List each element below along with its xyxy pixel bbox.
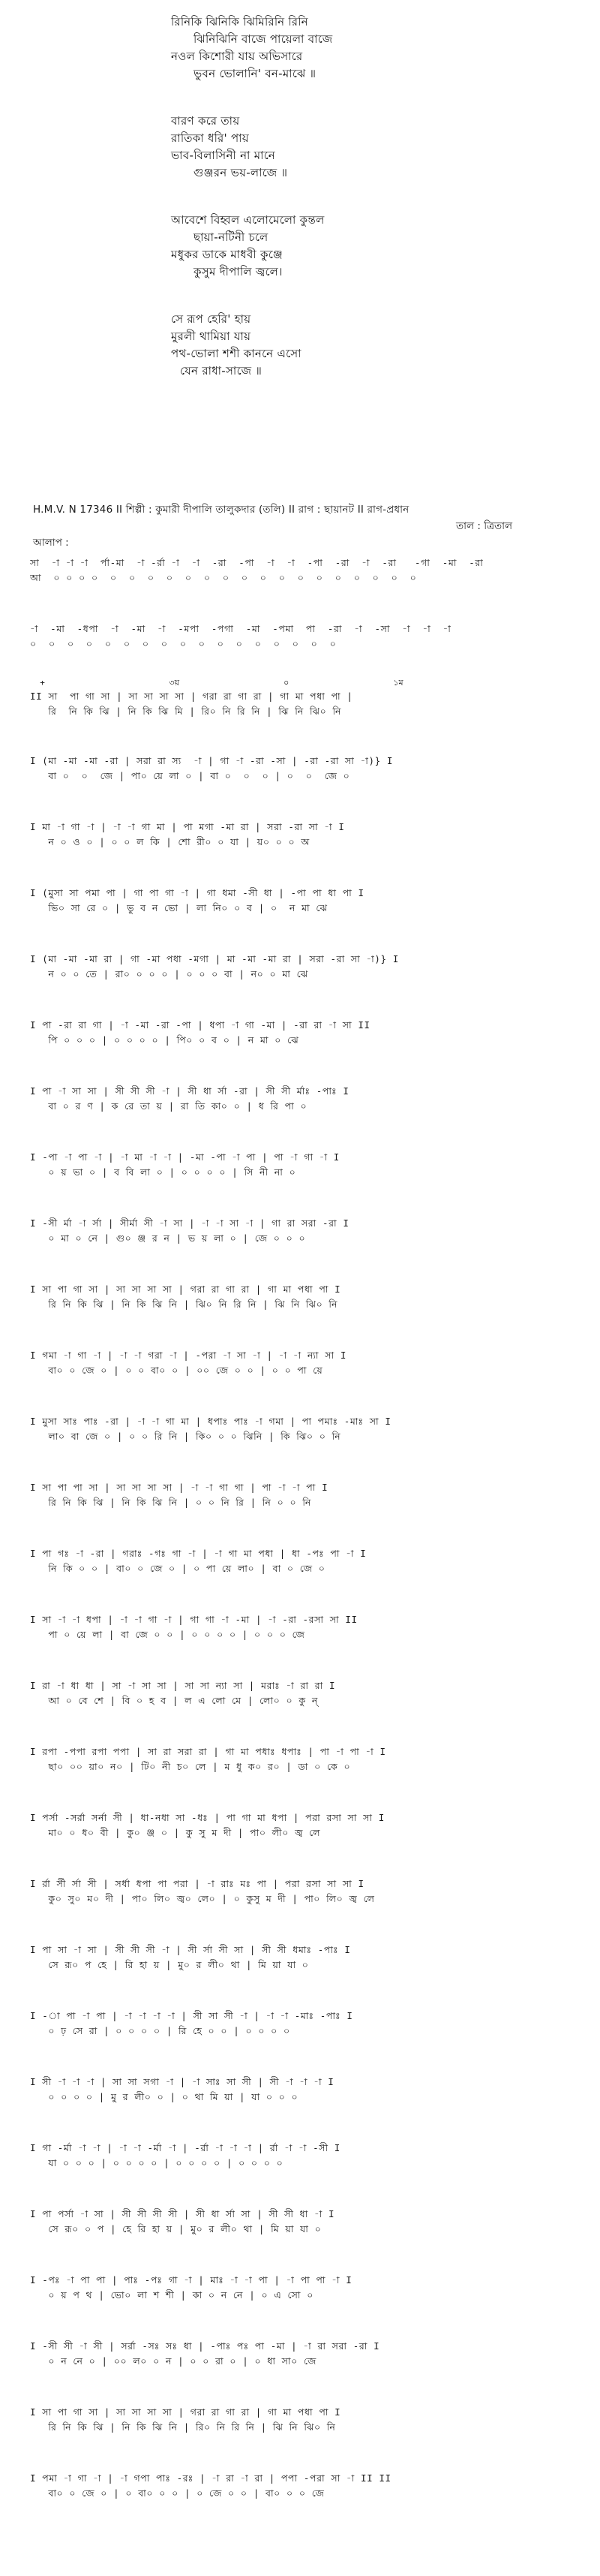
notation-row: [30, 2075, 585, 2105]
swara-line: I পা -া সা সা | সী সী সী -া | সী ধা র্সা -রা | সী সী র্মাঃ -পাঃ I: [30, 1085, 350, 1097]
notation-row: [30, 1480, 585, 1510]
lyrics-stanza-1: [171, 14, 531, 83]
swara-line: I (মা -মা -মা রা | গা -মা পধা -মগা | মা -মা -মা রা | সরা -রা সা -া)} I: [30, 953, 399, 964]
raga-type: রাগ-প্রধান: [367, 504, 410, 516]
aalap-label: আলাপ :: [33, 537, 69, 549]
bol-line: সে রূ০ প হে | রি হা য় | মু০ র লী০ থা | মি য়া যা ০: [30, 1959, 309, 1970]
lyric-line: যেন রাধা-সাজে ॥: [180, 364, 262, 378]
bol-line: বা ০ ০ জে | পা০ য়ে লা ০ | বা ০ ০ ০ | ০ ০ জে ০: [30, 770, 350, 781]
notation-row: [30, 952, 585, 982]
bol-line: সে রূ০ ০ প | হে রি হা য় | মু০ র লী০ থা | মি য়া যা ০: [30, 2223, 322, 2234]
lyric-line: কুসুম দীপালি জ্বলে।: [194, 265, 283, 278]
bol-line: আ ০ ০ ০ ০ ০ ০ ০ ০ ০ ০ ০ ০ ০ ০ ০ ০ ০ ০ ০ ০ ০: [30, 572, 417, 583]
lyrics-stanza-4: [171, 311, 531, 380]
record-info: H.M.V. N 17346 II শিল্পী : কুমারী দীপালি তালুকদার (তলি) II রাগ : ছায়ানট II রাগ-প্রধান: [33, 504, 410, 516]
bol-line: আ ০ বে শে | বি ০ হ ব | ল এ লো মে | লো০ ০ কু ন্: [30, 1695, 318, 1706]
bol-line: কু০ সু০ ম০ দী | পা০ লি০ জ্ব০ লে০ | ০ কুসু ম দী | পা০ লি০ জ্ব লে: [30, 1893, 375, 1904]
lyrics-stanza-3: [171, 212, 531, 281]
lyric-line: ঝিনিঝিনি বাজে পায়েলা বাজে: [194, 32, 333, 46]
bol-line: রি নি কি ঝি | নি কি ঝি নি | ০ ০ নি রি | নি ০ ০ নি: [30, 1497, 311, 1508]
record-number: H.M.V. N 17346: [33, 504, 113, 516]
notation-row: [30, 1943, 585, 1973]
swara-line: I সা পা গা সা | সা সা সা সা | গরা রা গা রা | গা মা পধা পা I: [30, 2406, 341, 2418]
swara-line: I -া পা -া পা | -া -া -া -া | সী সা সী -া | -া -া -মাঃ -পাঃ I: [30, 2010, 353, 2021]
artist-credit: শিল্পী : কুমারী দীপালি তালুকদার (তলি): [125, 504, 286, 516]
swara-line: I মা -া গা -া | -া -া গা মা | পা মগা -মা রা | সরা -রা সা -া I: [30, 821, 345, 832]
swara-line: I পর্সা -সর্রা সর্না সী | ধা-নধা সা -ধঃ | পা গা মা ধপা | পরা রসা সা সা I: [30, 1812, 385, 1823]
lyric-line: রাতিকা ধরি' পায়: [171, 131, 249, 145]
notation-row: [30, 1876, 585, 1906]
notation-row: [30, 2273, 585, 2303]
notation-row: [30, 555, 585, 585]
bol-line: বা০ ০ জে ০ | ০ বা০ ০ ০ | ০ জে ০ ০ | বা০ ০ ০ জে: [30, 2487, 325, 2499]
notation-row: [30, 2405, 585, 2435]
swara-line: I সা পা গা সা | সা সা সা সা | গরা রা গা রা | গা মা পধা পা I: [30, 1283, 341, 1295]
lyric-line: রিনিকি ঝিনিকি ঝিমিরিনি রিনি: [171, 15, 308, 29]
notation-row: [30, 677, 585, 719]
notation-row: [30, 1018, 585, 1048]
bol-line: ০ য় ভা ০ | ব বি লা ০ | ০ ০ ০ ০ | সি নী না ০: [30, 1166, 296, 1178]
lyric-line: ভুবন ভোলানি' বন-মাঝে ॥: [194, 67, 316, 80]
notation-row: [30, 2471, 585, 2501]
notation-row: [30, 2207, 585, 2237]
notation-row: [30, 2009, 585, 2039]
swara-line: I পা সা -া সা | সী সী সী -া | সী র্সা সী সা | সী সী ধমাঃ -পাঃ I: [30, 1944, 351, 1955]
swara-line: I গা -র্মা -া -া | -া -া -র্মা -া | -র্রা -া -া -া | র্রা -া -া -সী I: [30, 2142, 340, 2153]
notation-row: [30, 1810, 585, 1840]
lyric-line: নওল কিশোরী যায় অভিসারে: [171, 50, 303, 63]
notation-row: [30, 2339, 585, 2369]
swara-line: II সা পা গা সা | সা সা সা সা | গরা রা গা রা | গা মা পধা পা |: [30, 691, 353, 702]
lyric-line: বারণ করে তায়: [171, 114, 240, 128]
notation-row: [30, 1084, 585, 1114]
swara-line: I পমা -া গা -া | -া গপা পাঃ -রঃ | -া রা -া রা | পপা -পরা সা -া II II: [30, 2472, 392, 2484]
bol-line: ভি০ সা রে ০ | ভু ব ন ভো | লা নি০ ০ ব | ০ ন মা ঝে: [30, 902, 328, 913]
notation-row: [30, 1744, 585, 1774]
lyric-line: ভাব-বিলাসিনী না মানে: [171, 149, 275, 162]
bol-line: যা ০ ০ ০ | ০ ০ ০ ০ | ০ ০ ০ ০ | ০ ০ ০ ০: [30, 2157, 284, 2168]
swara-line: I সী -া -া -া | সা সা সগা -া | -া সাঃ সা সী | সী -া -া -া I: [30, 2076, 334, 2087]
taal-label: তাল : ত্রিতাল: [456, 520, 513, 532]
lyric-line: মধুকর ডাকে মাধবী কুঞ্জে: [171, 248, 283, 261]
notation-row: [30, 886, 585, 916]
lyric-line: আবেশে বিহ্বল এলোমেলো কুন্তল: [171, 213, 325, 227]
bol-line: লা০ বা জে ০ | ০ ০ রি নি | কি০ ০ ০ ঝিনি | কি ঝি০ ০ নি: [30, 1431, 341, 1442]
notation-row: [30, 1612, 585, 1642]
swara-line: I পা গঃ -া -রা | গরাঃ -গঃ গা -া | -া গা মা পধা | ধা -পঃ পা -া I: [30, 1548, 367, 1559]
swara-line: I র্রা র্সী র্সা সী | সর্ধা ধপা পা পরা | -া রাঃ মঃ পা | পরা রসা সা সা I: [30, 1878, 364, 1889]
swara-line: I মুসা সাঃ পাঃ -রা | -া -া গা মা | ধপাঃ পাঃ -া গমা | পা পমাঃ -মাঃ সা I: [30, 1416, 392, 1427]
swara-line: I -সী র্মা -া র্সা | সীর্মা সী -া সা | -া -া সা -া | গা রা সরা -রা I: [30, 1217, 350, 1229]
lyric-line: পথ-ভোলা শশী কাননে এসো: [171, 347, 302, 360]
bol-line: পা ০ য়ে লা | বা জে ০ ০ | ০ ০ ০ ০ | ০ ০ ০ জে: [30, 1629, 305, 1640]
bol-line: বা ০ র ণ | ক রে তা য় | রা তি কা০ ০ | ধ রি পা ০: [30, 1100, 308, 1112]
notation-row: [30, 1348, 585, 1378]
swara-line: I সা -া -া ধপা | -া -া গা -া | গা গা -া -মা | -া -রা -রসা সা II: [30, 1614, 358, 1625]
bol-line: নি কি ০ ০ | বা০ ০ জে ০ | ০ পা য়ে লা০ | বা ০ জে ০: [30, 1563, 326, 1574]
bol-line: রি নি কি ঝি | নি কি ঝি নি | রি০ নি রি নি | ঝি নি ঝি০ নি: [30, 2421, 336, 2433]
bol-line: বা০ ০ জে ০ | ০ ০ বা০ ০ | ০০ জে ০ ০ | ০ ০ পা য়ে: [30, 1365, 323, 1376]
raga-name: রাগ : ছায়ানট: [298, 504, 355, 516]
lyrics-stanza-2: [171, 113, 531, 182]
notation-row: [30, 1150, 585, 1180]
notation-row: [30, 2141, 585, 2171]
bol-line: ন ০ ০ তে | রা০ ০ ০ ০ | ০ ০ ০ বা | ন০ ০ মা ঝে: [30, 968, 308, 980]
bol-line: পি ০ ০ ০ | ০ ০ ০ ০ | পি০ ০ ব ০ | ন মা ০ ঝে: [30, 1034, 299, 1046]
swara-line: I -সী সী -া সী | সর্রা -সঃ সঃ ধা | -পাঃ পঃ পা -মা | -া রা সরা -রা I: [30, 2340, 380, 2352]
bol-line: রি নি কি ঝি | নি কি ঝি নি | ঝি০ নি রি নি | ঝি নি ঝি০ নি: [30, 1299, 338, 1310]
swara-line: I (মা -মা -মা -রা | সরা রা স্য -া | গা -া -রা -সা | -রা -রা সা -া)} I: [30, 755, 394, 766]
bol-line: মা০ ০ ধ০ বী | কু০ ঞ্জ ০ | কু সু ম দী | পা০ লী০ জ্ব লে: [30, 1827, 321, 1838]
swara-line: -া -মা -ধপা -া -মা -া -মপা -পগা -মা -পমা পা -রা -া -সা -া -া -া: [30, 623, 452, 634]
lyric-line: সে রূপ হেরি' হায়: [171, 312, 251, 326]
lyric-line: গুঞ্জরন ভয়-লাজে ॥: [194, 166, 288, 179]
bol-line: ০ য় প থ | ভো০ লা শ শী | কা ০ ন নে | ০ এ সো ০: [30, 2289, 314, 2301]
bol-line: রি নি কি ঝি | নি কি ঝি মি | রি০ নি রি নি | ঝি নি ঝি০ নি: [30, 706, 342, 717]
beat-markers: + ৩য় ০ ১ম: [30, 678, 404, 688]
lyric-line: ছায়া-নটিনী চলে: [194, 230, 268, 244]
notation-row: [30, 1414, 585, 1444]
bol-line: ০ মা ০ নে | গু০ ঞ্জ র ন | ভ য় লা ০ | জে ০ ০ ০: [30, 1232, 306, 1244]
notation-row: [30, 820, 585, 850]
lyrics-block: [171, 14, 531, 410]
swara-line: I রপা -পপা রপা পপা | সা রা সরা রা | গা মা পধাঃ ধপাঃ | পা -া পা -া I: [30, 1746, 386, 1757]
swara-line: সা -া -া -া র্পা-মা -া -র্রা -া -া -রা -পা -া -া -পা -রা -া -রা -গা -মা -রা: [30, 557, 484, 568]
swara-line: I সা পা পা সা | সা সা সা সা | -া -া গা গা | পা -া -া পা I: [30, 1482, 328, 1493]
swara-line: I রা -া ধা ধা | সা -া সা সা | সা সা ন্যা সা | মরাঃ -া রা রা I: [30, 1680, 336, 1691]
swara-line: I (মুসা সা পমা পা | গা পা গা -া | গা ধমা -সী ধা | -পা পা ধা পা I: [30, 887, 364, 898]
bol-line: ছা০ ০০ য়া০ ন০ | টি০ নী চ০ লে | ম ধু ক০ র০ | ডা ০ কে ০: [30, 1761, 351, 1772]
swara-line: I পা -রা রা গা | -া -মা -রা -পা | ধপা -া গা -মা | -রা রা -া সা II: [30, 1019, 370, 1031]
bol-line: ০ ০ ০ ০ ০ ০ ০ ০ ০ ০ ০ ০ ০ ০ ০ ০ ০: [30, 638, 337, 649]
swara-line: I -পা -া পা -া | -া মা -া -া | -মা -পা -া পা | পা -া গা -া I: [30, 1151, 340, 1163]
bol-line: ০ ন নে ০ | ০০ ল০ ০ ন | ০ ০ রা ০ | ০ ধা সা০ জে: [30, 2355, 316, 2367]
lyric-line: মুরলী থামিয়া যায়: [171, 330, 251, 343]
notation-row: [30, 754, 585, 784]
notation-row: [30, 1216, 585, 1246]
swara-line: I গমা -া গা -া | -া -া গরা -া | -পরা -া সা -া | -া -া ন্যা সা I: [30, 1350, 346, 1361]
bol-line: ন ০ ও ০ | ০ ০ ল কি | শো রী০ ০ যা | য়০ ০ ০ অ: [30, 836, 310, 847]
bol-line: ০ ঢ় সে রা | ০ ০ ০ ০ | রি হে ০ ০ | ০ ০ ০ ০: [30, 2025, 290, 2036]
notation-row: [30, 621, 585, 652]
swara-line: I পা পর্সা -া সা | সী সী সী সী | সী ধা র্সা সা | সী সী ধা -া I: [30, 2208, 335, 2219]
notation-row: [30, 1546, 585, 1576]
bol-line: ০ ০ ০ ০ | মু র লী০ ০ | ০ থা মি য়া | যা ০ ০ ০: [30, 2091, 298, 2102]
swara-line: I -পঃ -া পা পা | পাঃ -পঃ গা -া | মাঃ -া -া পা | -া পা পা -া I: [30, 2274, 352, 2286]
notation-row: [30, 1282, 585, 1312]
notation-row: [30, 1678, 585, 1708]
